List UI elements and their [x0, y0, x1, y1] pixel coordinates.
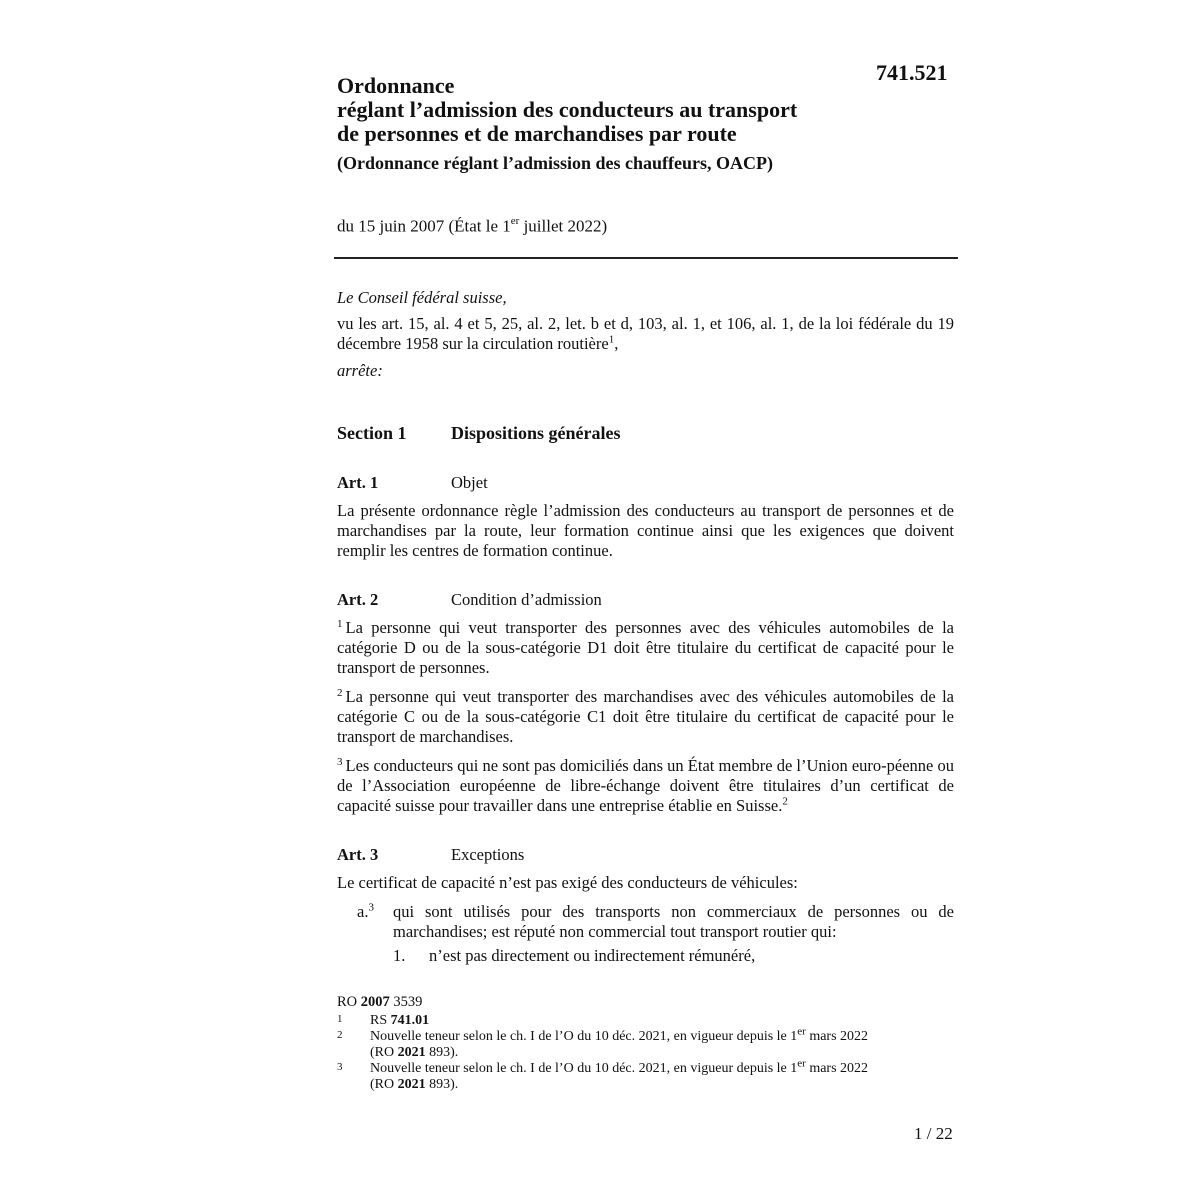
footnote-3: 3 Nouvelle teneur selon le ch. I de l’O du 10 déc. 2021, en vigueur depuis le 1er mars 2022 (RO 2021 893).: [337, 1057, 869, 1092]
page-number: 1 / 22: [914, 1124, 953, 1143]
document-title: [337, 74, 897, 146]
article-2-paragraph-2: [337, 687, 954, 747]
title-line: réglant l’admission des conducteurs au transport: [337, 97, 798, 122]
date-superscript: er: [510, 215, 520, 227]
section-label: Section 1: [337, 423, 407, 443]
article-number: Art. 3: [337, 845, 379, 864]
footnote-ref[interactable]: 3: [368, 901, 374, 914]
list-marker: a.$^3$: [357, 901, 374, 921]
date-suffix: juillet 2022): [519, 216, 608, 236]
footnote-number: 3: [337, 1061, 343, 1073]
article-1-text: La présente ordonnance règle l’admission des conducteurs au transport de personnes et de marchandises par la route, leur formation continue ainsi que les exigences que doivent remplir les centres de formation continue.: [337, 501, 954, 560]
article-title: Objet: [451, 473, 488, 492]
list-marker: 1.: [393, 946, 406, 965]
paragraph-text: La personne qui veut transporter des marchandises avec des véhicules automobiles de la catégorie C ou de la sous-catégorie C1 doit être titulaire du certificat de capacité pour le transport de marchandises.: [337, 687, 954, 746]
footnotes: [337, 994, 957, 1093]
ro-reference: RO 2007 3539: [337, 994, 423, 1010]
footnote-number: 2: [337, 1029, 343, 1041]
article-1-heading: [337, 473, 488, 493]
preamble-basis: [337, 314, 954, 354]
document-date: [337, 216, 607, 237]
article-2-paragraph-3: [337, 756, 954, 816]
preamble-authority: Le Conseil fédéral suisse,: [337, 288, 507, 307]
article-number: Art. 2: [337, 590, 379, 609]
title-line: de personnes et de marchandises par route: [337, 121, 737, 146]
article-3-heading: [337, 845, 524, 865]
preamble-basis-text: vu les art. 15, al. 4 et 5, 25, al. 2, let. b et d, 103, al. 1, et 106, al. 1, de la loi fédérale du 19 décembre 1958 sur la circulation routière: [337, 314, 954, 353]
paragraph-number: 3: [337, 755, 343, 768]
article-title: Condition d’admission: [451, 590, 602, 609]
list-item-text: qui sont utilisés pour des transports non commerciaux de personnes ou de marchandises; est réputé non commercial tout transport routier qui:: [393, 902, 954, 941]
article-2-heading: [337, 590, 602, 610]
article-title: Exceptions: [451, 845, 525, 864]
header-divider: [334, 257, 958, 259]
footnote-ref[interactable]: 1: [608, 333, 615, 346]
list-item-text: n’est pas directement ou indirectement rémunéré,: [429, 946, 756, 965]
paragraph-number: 2: [337, 686, 343, 699]
preamble-decree: arrête:: [337, 361, 383, 380]
date-prefix: du 15 juin 2007 (État le 1: [337, 216, 511, 236]
footnote-2: 2 Nouvelle teneur selon le ch. I de l’O du 10 déc. 2021, en vigueur depuis le 1er mars 2022 (RO 2021 893).: [337, 1025, 869, 1060]
paragraph-number: 1: [337, 617, 343, 630]
footnote-1: 1 RS 741.01: [337, 1013, 430, 1028]
footnote-number: 1: [337, 1013, 343, 1025]
article-number: Art. 1: [337, 473, 379, 492]
preamble-basis-end: ,: [614, 334, 619, 353]
sr-number: 741.521: [876, 60, 948, 85]
title-line: Ordonnance: [337, 73, 455, 98]
list-item-1: [393, 946, 755, 966]
paragraph-text: Les conducteurs qui ne sont pas domiciliés dans un État membre de l’Union euro-péenne ou de l’Association européenne de libre-échange doivent être titulaires d’un certificat de capacité suisse pour travailler dans une entreprise établie en Suisse.: [337, 756, 955, 815]
footnote-ref[interactable]: 2: [782, 795, 788, 808]
section-title: Dispositions générales: [451, 423, 621, 443]
short-title: (Ordonnance réglant l’admission des chauffeurs, OACP): [337, 153, 773, 173]
article-3-intro: Le certificat de capacité n’est pas exigé des conducteurs de véhicules:: [337, 873, 798, 892]
paragraph-text: La personne qui veut transporter des personnes avec des véhicules automobiles de la catégorie D ou de la sous-catégorie D1 doit être titulaire du certificat de capacité pour le transport de personnes.: [337, 618, 954, 677]
article-2-paragraph-1: [337, 618, 954, 678]
section-heading: [337, 423, 621, 444]
